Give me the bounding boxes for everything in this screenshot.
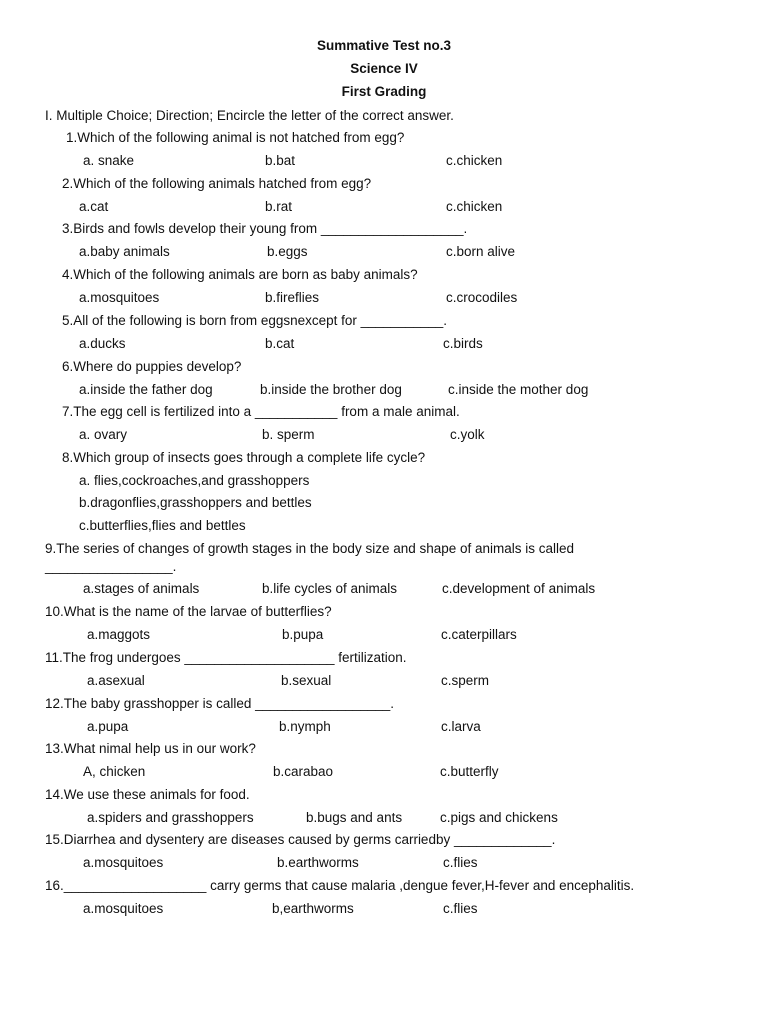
question-text: 8.Which group of insects goes through a complete life cycle? bbox=[62, 450, 426, 465]
subject-title: Science IV bbox=[350, 61, 418, 76]
question-text: 3.Birds and fowls develop their young from ___________________. bbox=[62, 221, 468, 236]
question-text: 5.All of the following is born from eggsnexcept for ___________. bbox=[62, 313, 447, 328]
choice-a: a.ducks bbox=[79, 336, 126, 351]
choice-c: c.pigs and chickens bbox=[440, 810, 558, 825]
choice-b: b.pupa bbox=[282, 627, 324, 642]
choice-c: c.sperm bbox=[441, 673, 490, 688]
choice-c: c.butterfly bbox=[440, 764, 499, 779]
choice-c: c.flies bbox=[443, 855, 478, 870]
choice-b: b.carabao bbox=[273, 764, 334, 779]
choice-c: c.flies bbox=[443, 901, 478, 916]
question-text: 11.The frog undergoes ____________________ fertilization. bbox=[45, 650, 407, 665]
choice-b: b. sperm bbox=[262, 427, 315, 442]
choice-a: a.inside the father dog bbox=[79, 382, 213, 397]
choice-a: a.stages of animals bbox=[83, 581, 200, 596]
choice-a: a.spiders and grasshoppers bbox=[87, 810, 254, 825]
choice-a: a.baby animals bbox=[79, 244, 170, 259]
choice-b: b.earthworms bbox=[277, 855, 359, 870]
question-text: 9.The series of changes of growth stages in the body size and shape of animals is called bbox=[45, 541, 575, 556]
grading-title: First Grading bbox=[341, 84, 427, 99]
choice-c: c.birds bbox=[443, 336, 483, 351]
question-text: 12.The baby grasshopper is called __________________. bbox=[45, 696, 395, 711]
test-title: Summative Test no.3 bbox=[316, 38, 452, 53]
choice-b: b.nymph bbox=[279, 719, 331, 734]
choice-a: a.mosquitoes bbox=[79, 290, 160, 305]
question-text: 4.Which of the following animals are born as baby animals? bbox=[62, 267, 418, 282]
choice-b: b.eggs bbox=[267, 244, 308, 259]
question-text: 13.What nimal help us in our work? bbox=[45, 741, 256, 756]
question-text: 15.Diarrhea and dysentery are diseases caused by germs carriedby _____________. bbox=[45, 832, 556, 847]
question-text: 10.What is the name of the larvae of butterflies? bbox=[45, 604, 332, 619]
choice-a: a. flies,cockroaches,and grasshoppers bbox=[79, 473, 310, 488]
choice-a: a. ovary bbox=[79, 427, 128, 442]
choice-b: b.bat bbox=[265, 153, 296, 168]
question-text: 7.The egg cell is fertilized into a ___________ from a male animal. bbox=[62, 404, 460, 419]
question-text: 6.Where do puppies develop? bbox=[62, 359, 242, 374]
choice-c: c.butterflies,flies and bettles bbox=[79, 518, 246, 533]
choice-a: a.mosquitoes bbox=[83, 901, 164, 916]
choice-b: b.cat bbox=[265, 336, 295, 351]
choice-b: b.inside the brother dog bbox=[260, 382, 402, 397]
choice-b: b,earthworms bbox=[272, 901, 354, 916]
choice-a: a. snake bbox=[83, 153, 135, 168]
choice-c: c.larva bbox=[441, 719, 481, 734]
choice-c: c.chicken bbox=[446, 199, 503, 214]
choice-a: a.maggots bbox=[87, 627, 151, 642]
choice-c: c.crocodiles bbox=[446, 290, 518, 305]
question-blank: _________________. bbox=[45, 559, 177, 574]
choice-c: c.caterpillars bbox=[441, 627, 517, 642]
choice-c: c.development of animals bbox=[442, 581, 596, 596]
choice-b: b.sexual bbox=[281, 673, 332, 688]
question-text: 2.Which of the following animals hatched from egg? bbox=[62, 176, 372, 191]
choice-a: a.mosquitoes bbox=[83, 855, 164, 870]
question-text: 1.Which of the following animal is not hatched from egg? bbox=[66, 130, 405, 145]
choice-c: c.inside the mother dog bbox=[448, 382, 589, 397]
choice-b: b.bugs and ants bbox=[306, 810, 403, 825]
choice-c: c.born alive bbox=[446, 244, 516, 259]
question-text: 16.___________________ carry germs that cause malaria ,dengue fever,H-fever and encephalitis. bbox=[45, 878, 635, 893]
choice-b: b.dragonflies,grasshoppers and bettles bbox=[79, 495, 312, 510]
choice-b: b.life cycles of animals bbox=[262, 581, 398, 596]
choice-b: b.rat bbox=[265, 199, 293, 214]
choice-a: A, chicken bbox=[83, 764, 146, 779]
choice-a: a.asexual bbox=[87, 673, 145, 688]
choice-c: c.yolk bbox=[450, 427, 485, 442]
choice-a: a.cat bbox=[79, 199, 109, 214]
question-text: 14.We use these animals for food. bbox=[45, 787, 250, 802]
choice-b: b.fireflies bbox=[265, 290, 320, 305]
choice-c: c.chicken bbox=[446, 153, 503, 168]
instructions: I. Multiple Choice; Direction; Encircle the letter of the correct answer. bbox=[45, 108, 454, 123]
choice-a: a.pupa bbox=[87, 719, 129, 734]
